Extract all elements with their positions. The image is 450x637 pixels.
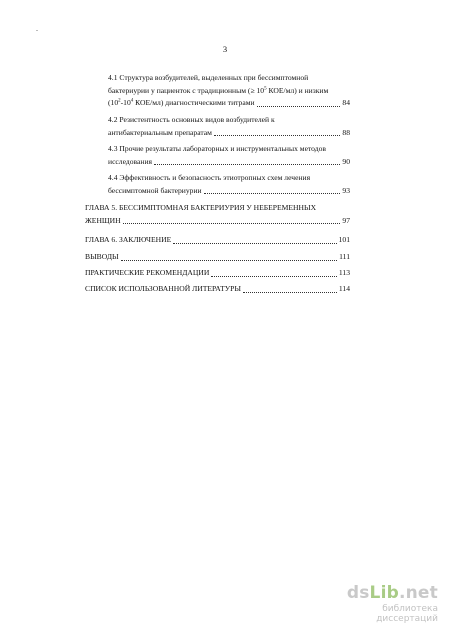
dot-leader <box>121 260 338 261</box>
toc-entry-text: СПИСОК ИСПОЛЬЗОВАННОЙ ЛИТЕРАТУРЫ <box>85 284 241 293</box>
toc-entry-text: ($10^2-10^4$ КОЕ/мл) диагностическими титрами <box>108 98 255 107</box>
toc-page-number: 114 <box>338 284 350 293</box>
toc-entry-text: бактериурии у пациенток с традиционным (≥ $10^5$ КОЕ/мл) и низким <box>108 85 329 95</box>
toc-entry-text: 4.2 Резистентность основных видов возбудителей к <box>108 115 275 124</box>
dslib-logo: dsLib.net <box>346 583 438 603</box>
toc-entry-text: исследования <box>108 156 153 166</box>
page-number: 3 <box>222 44 228 54</box>
toc-entry-text: бессимптомной бактериурии <box>108 185 202 195</box>
toc-entry-recommendations <box>85 267 350 280</box>
toc-entry-text: 4.3 Прочие результаты лабораторных и инструментальных методов <box>108 144 327 153</box>
dot-leader <box>211 276 337 277</box>
toc-entry-references <box>85 283 350 296</box>
toc-entry-4-4 <box>108 172 350 197</box>
toc-page-number: 90 <box>342 156 350 166</box>
toc-page-number: 88 <box>342 127 350 137</box>
toc-page-number: 97 <box>342 215 350 225</box>
toc-entry-chapter-5 <box>85 202 350 227</box>
dslib-watermark <box>328 583 438 624</box>
toc-entry-4-3 <box>108 143 350 168</box>
toc-page-number: 93 <box>342 185 350 195</box>
toc-page-number: 113 <box>338 268 350 277</box>
toc-entry-text: ЖЕНЩИН <box>85 215 121 225</box>
dot-leader <box>257 106 341 107</box>
toc-entry-text: ГЛАВА 6. ЗАКЛЮЧЕНИЕ <box>85 235 172 244</box>
dot-leader <box>154 164 340 165</box>
toc-entry-chapter-6 <box>85 234 350 247</box>
toc-page-number: 101 <box>338 235 350 244</box>
toc-entry-4-2 <box>108 114 350 139</box>
toc-entry-conclusions <box>85 251 350 264</box>
toc-page-number: 111 <box>339 252 350 261</box>
toc-entry-4-1 <box>108 72 350 110</box>
toc-entry-text: ВЫВОДЫ <box>85 252 119 261</box>
toc-entry-text: антибактериальным препаратам <box>108 127 212 137</box>
toc-entry-text: 4.4 Эффективность и безопасность этиотропных схем лечения <box>108 173 311 182</box>
watermark-subtitle: библиотека диссертаций <box>376 604 438 624</box>
toc-entry-text: 4.1 Структура возбудителей, выделенных при бессимптомной <box>108 73 309 82</box>
dot-leader <box>173 243 336 244</box>
toc-entry-text: ПРАКТИЧЕСКИЕ РЕКОМЕНДАЦИИ <box>85 268 210 277</box>
dot-leader <box>214 135 340 136</box>
toc-page-number: 84 <box>342 98 350 107</box>
dot-leader <box>123 223 341 224</box>
dot-leader <box>204 193 341 194</box>
dot-leader <box>243 292 337 293</box>
toc-entry-text: ГЛАВА 5. БЕССИМПТОМНАЯ БАКТЕРИУРИЯ У НЕБЕРЕМЕННЫХ <box>85 203 317 212</box>
